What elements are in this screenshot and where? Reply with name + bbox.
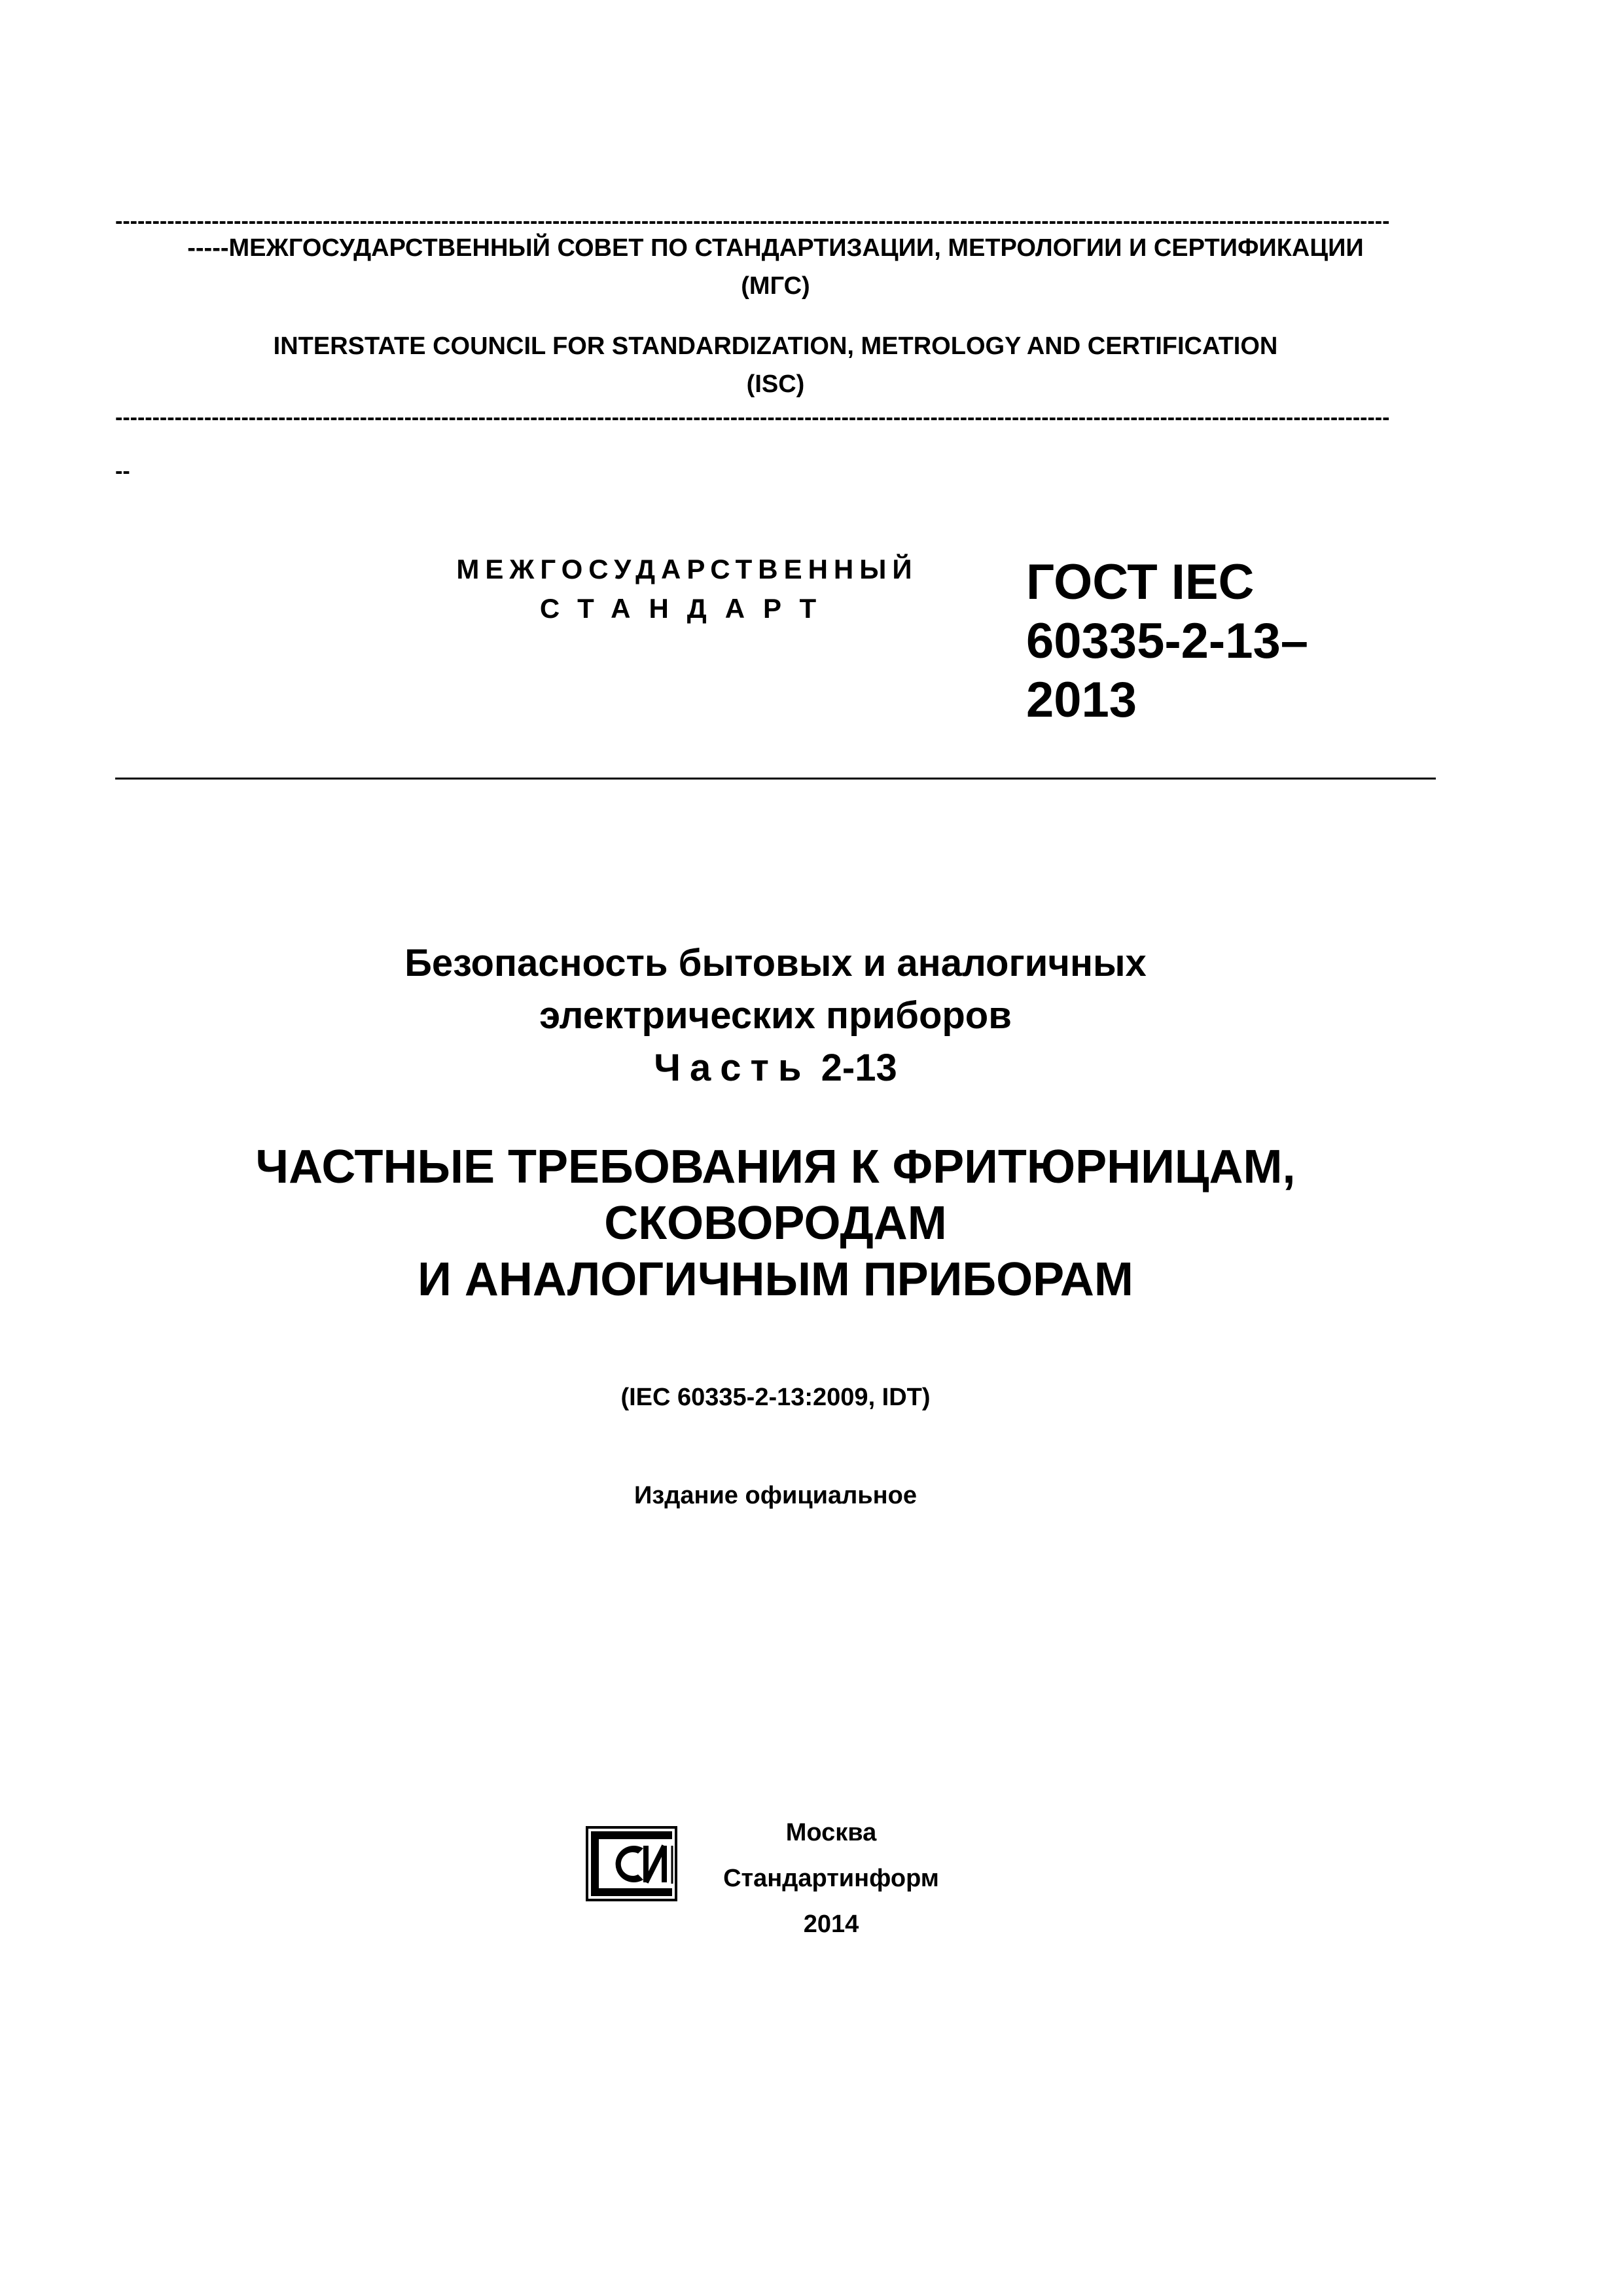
standard-number-line2: 60335-2-13–: [1026, 613, 1309, 669]
council-name-en-text: INTERSTATE COUNCIL FOR STANDARDIZATION, METROLOGY AND CERTIFICATION: [273, 332, 1278, 360]
council-name-en: [115, 327, 1436, 403]
title-line2: СКОВОРОДАМ: [604, 1197, 947, 1249]
council-abbr-en: (ISC): [746, 370, 805, 398]
subtitle-line2: электрических приборов: [539, 994, 1012, 1037]
title-line1: ЧАСТНЫЕ ТРЕБОВАНИЯ К ФРИТЮРНИЦАМ,: [255, 1141, 1296, 1193]
standard-type: [419, 550, 955, 628]
publisher-name: Стандартинформ: [723, 1865, 939, 1892]
document-title: [115, 1139, 1436, 1308]
horizontal-rule: [115, 778, 1436, 780]
edition-note: Издание официальное: [634, 1482, 917, 1509]
publisher-block: [681, 1810, 982, 1947]
subtitle-line1: Безопасность бытовых и аналогичных: [404, 942, 1147, 984]
document-subtitle: [115, 937, 1436, 1094]
standard-number: [1026, 553, 1393, 730]
part-number: 2-13: [821, 1047, 897, 1089]
standartinform-logo-icon: [586, 1826, 677, 1901]
title-line3: И АНАЛОГИЧНЫМ ПРИБОРАМ: [418, 1253, 1133, 1306]
header-dash-line-bottom: ----------------------------------------------------------------------------------------------------------------------------------------------------------------------------: [115, 405, 1390, 430]
header-dash-line-top: ----------------------------------------------------------------------------------------------------------------------------------------------------------------------------: [115, 209, 1390, 234]
standard-number-line3: 2013: [1026, 672, 1137, 728]
part-line: [115, 1042, 1436, 1094]
publisher-city: Москва: [785, 1819, 877, 1846]
header-dash-fragment: --: [115, 459, 130, 484]
council-name-ru-text: -----МЕЖГОСУДАРСТВЕННЫЙ СОВЕТ ПО СТАНДАРТИЗАЦИИ, МЕТРОЛОГИИ И СЕРТИФИКАЦИИ: [187, 234, 1364, 262]
part-word: Часть: [654, 1047, 811, 1089]
standard-type-line2: СТАНДАРТ: [539, 593, 835, 624]
publication-year: 2014: [803, 1910, 859, 1938]
council-abbr-ru: (МГС): [741, 272, 810, 300]
standard-number-line1: ГОСТ IEC: [1026, 554, 1255, 610]
standard-type-line1: МЕЖГОСУДАРСТВЕННЫЙ: [456, 554, 918, 584]
iec-reference: (IEC 60335-2-13:2009, IDT): [620, 1384, 931, 1411]
council-name-ru: [115, 229, 1436, 305]
